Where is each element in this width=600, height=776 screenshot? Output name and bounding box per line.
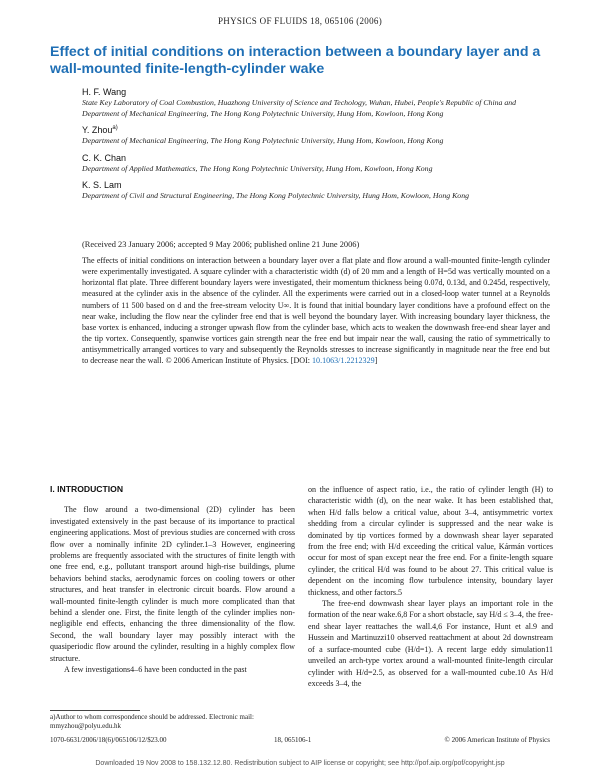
footer-copyright: © 2006 American Institute of Physics bbox=[444, 736, 550, 744]
author-affiliation: Department of Applied Mathematics, The Hong Kong Polytechnic University, Hung Hom, Kowloon, Hong Kong bbox=[82, 163, 433, 173]
author-block bbox=[82, 84, 552, 119]
footnote: a)Author to whom correspondence should be addressed. Electronic mail: mmyzhou@polyu.edu.hk bbox=[50, 713, 254, 730]
body-paragraph: A few investigations4–6 have been conducted in the past bbox=[64, 665, 247, 675]
footer-page-number: 18, 065106-1 bbox=[274, 736, 312, 744]
author-affiliation: Department of Mechanical Engineering, The Hong Kong Polytechnic University, Hung Hom, Kowloon, Hong Kong bbox=[82, 136, 444, 146]
body-paragraph: The flow around a two-dimensional (2D) cylinder has been investigated extensively in the past because of its importance to practical engineering applications. Most of previous studies are concerned with cross flow over a nominally infinite 2D cylinder.1–3 However, engineering problems are frequently associated with the structures of finite length with one free end, e.g., pollutant transport around high-rise buildings, plume behaviors behind stacks, aerodynamic forces on cooling towers or other structures, and heat transfer in electronic circuit boards. Flow around a wall-mounted finite-length cylinder is much more complicated than that behind a slender one. First, the finite length of the cylinder implies non-negligible end effects, enhancing the three dimensionality of the flow. Second, the wall boundary layer may possibly interact with the quasiperiodic flow around the cylinder, resulting in a highly complex flow structure. bbox=[50, 505, 295, 663]
body-paragraph: on the influence of aspect ratio, i.e., the ratio of cylinder length (H) to characteristic width (d), on the near wake. It has been established that, when H/d falls below a critical value, about 3–4, antisymmetric vortex shedding from a circular cylinder is suppressed and the near wake is dominated by tip vortices formed by a downwash shear layer separated from the free end; with H/d exceeding the critical value, Kármán vortices occur for most of span except near the free end. For a finite-length square cylinder, the critical H/d was found to be about 27. This critical value is dependent on the incoming flow turbulence intensity, boundary layer thickness, and other factors.5 bbox=[308, 485, 553, 597]
body-paragraph: The free-end downwash shear layer plays an important role in the formation of the near wake.6,8 For a short obstacle, say H/d ≤ 3–4, the free-end shear layer reattaches the wall.4,6 For instance, Hunt et al.9 and Hussein and Martinuzzi10 observed reattachment at about 2d downstream of a surface-mounted cube (H/d=1). A recent large eddy simulation11 unveiled an arch-type vortex around a wall-mounted finite-length circular cylinder with H/d=2.5, as observed for a wall-mounted cube.10 As H/d exceeds 3–4, the bbox=[308, 599, 553, 688]
author-name: Y. Zhou$^{a)}$ bbox=[82, 125, 118, 136]
right-column bbox=[308, 484, 553, 689]
footer-issn: 1070-6631/2006/18(6)/065106/12/$23.00 bbox=[50, 736, 167, 744]
doi-link[interactable]: 10.1063/1.2212329 bbox=[312, 356, 375, 366]
journal-header: PHYSICS OF FLUIDS 18, 065106 (2006) bbox=[217, 16, 383, 26]
footnote-divider bbox=[50, 710, 140, 711]
abstract-text: The effects of initial conditions on interaction between a boundary layer over a flat plate and flow around a wall-mounted finite-length cylinder were experimentally investigated. A square cylinder with a characteristic width (d) of 20 mm and a length of H=5d was vertically mounted on a horizontal flat plate. Three different boundary layers were investigated, their momentum thickness being 0.07d, 0.13d, and 0.245d, respectively, measured at the cylinder axis in the absence of the cylinder. All the experiments were carried out in a closed-loop water tunnel at a Reynolds numbers of 11 500 based on d and the free-stream velocity U∞. It is found that initial boundary layer conditions have a profound effect on the near wake, including the flow near the cylinder free end that is well beyond the boundary layer. With increasing boundary layer thickness, the base vortex is enhanced, inducing a stronger upwash flow from the cylinder base, which acts to weaken the downwash free-end shear layer and the tip vortex. Consequently, spanwise vortices gain strength near the free end but impair near the wall, causing the ratio of symmetrically to antisymmetrically arranged vortices to vary and subsequently the Reynolds stresses to increase significantly in magnitude near the free end but to decrease near the wall. © 2006 American Institute of Physics. bbox=[82, 256, 550, 366]
paper-title: Effect of initial conditions on interaction between a boundary layer and a wall-mounted finite-length-cylinder wake bbox=[50, 44, 541, 77]
left-column bbox=[50, 484, 295, 676]
author-block bbox=[82, 122, 552, 147]
page-footer bbox=[50, 736, 550, 746]
author-affiliation: Department of Civil and Structural Engineering, The Hong Kong Polytechnic University, Hung Hom, Kowloon, Hong Kong bbox=[82, 191, 469, 201]
author-name: K. S. Lam bbox=[82, 180, 122, 191]
author-name: H. F. Wang bbox=[82, 87, 127, 97]
author-block bbox=[82, 150, 552, 175]
doi-line: [DOI: 10.1063/1.2212329] bbox=[290, 356, 378, 366]
section-heading: I. INTRODUCTION bbox=[50, 484, 124, 494]
abstract bbox=[82, 255, 550, 367]
author-block bbox=[82, 177, 552, 202]
author-list bbox=[82, 84, 552, 205]
received-dates: (Received 23 January 2006; accepted 9 May 2006; published online 21 June 2006) bbox=[82, 240, 360, 249]
author-name: C. K. Chan bbox=[82, 152, 127, 163]
download-notice: Downloaded 19 Nov 2008 to 158.132.12.80. Redistribution subject to AIP license or copyright; see http://pof.aip.org/pof/copyright.jsp bbox=[95, 760, 505, 767]
author-affiliation: State Key Laboratory of Coal Combustion, Huazhong University of Science and Techology, Wuhan, Hubei, People's Republic of China and Department of Mechanical Engineering, The Hong Kong Polytechnic University, Hung Hom, Kowloon, Hong Kong bbox=[82, 98, 517, 118]
